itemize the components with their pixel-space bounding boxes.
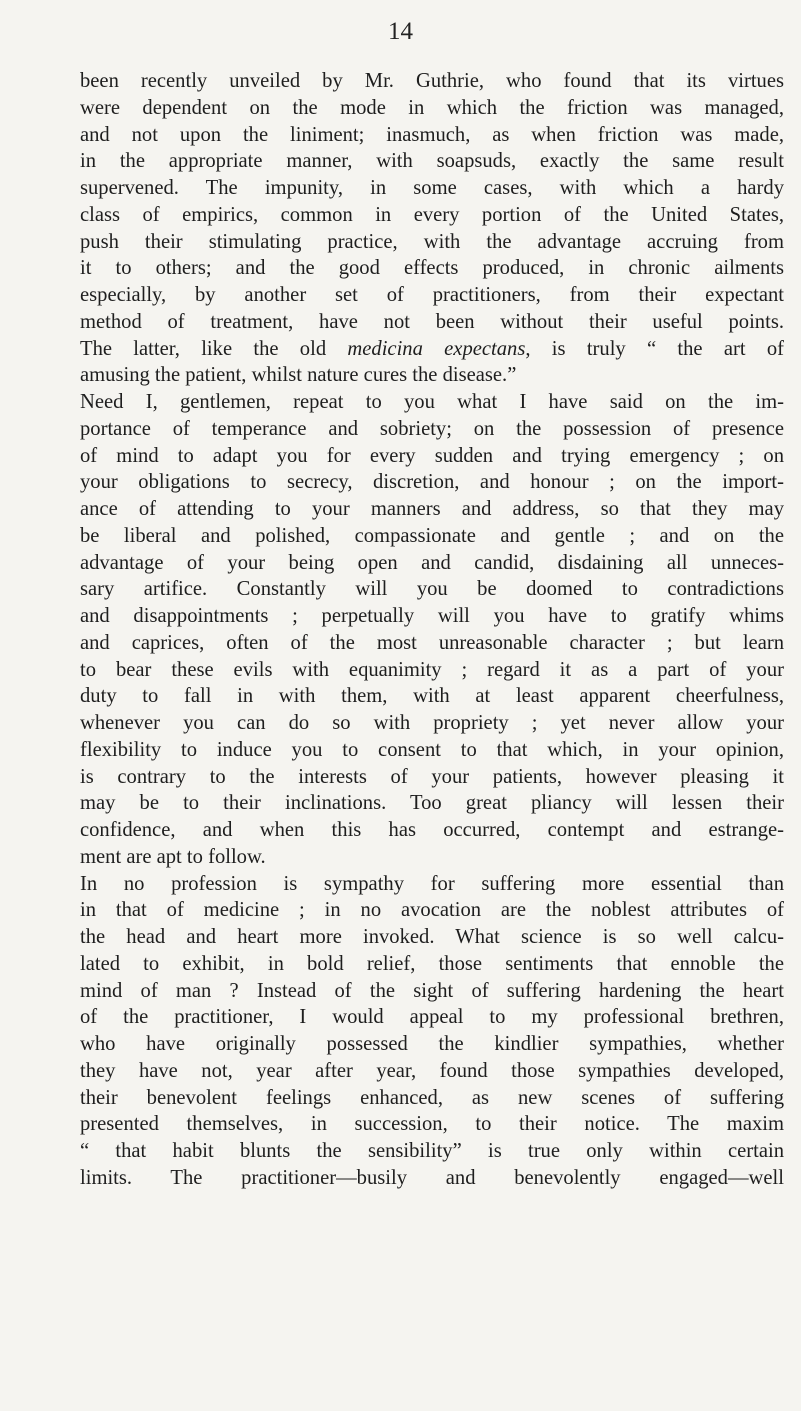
text-line: be liberal and polished, compassionate and gentle ; and on the xyxy=(80,524,784,547)
text-line: in the appropriate manner, with soapsuds, exactly the same result xyxy=(80,150,784,173)
text-line: may be to their inclinations. Too great pliancy will lessen their xyxy=(80,792,784,815)
text-line: to bear these evils with equanimity ; regard it as a part of your xyxy=(80,658,784,681)
text-line: presented themselves, in succession, to their notice. The maxim xyxy=(80,1113,784,1136)
text-line: and disappointments ; perpetually will you have to gratify whims xyxy=(80,605,784,627)
text-line-with-italic xyxy=(80,336,784,363)
text-line: amusing the patient, whilst nature cures the disease.” xyxy=(80,364,517,387)
text-line: flexibility to induce you to consent to that which, in your opinion, xyxy=(80,738,784,761)
text-line: whenever you can do so with propriety ; yet never allow your xyxy=(80,712,784,734)
text-fragment: The latter, like the old xyxy=(80,337,348,360)
text-line: the head and heart more invoked. What science is so well calcu- xyxy=(80,926,784,948)
text-line: and caprices, often of the most unreasonable character ; but learn xyxy=(80,631,784,654)
body-text xyxy=(80,68,784,1192)
page-number: 14 xyxy=(388,18,413,45)
text-line: lated to exhibit, in bold relief, those sentiments that ennoble the xyxy=(80,952,784,975)
text-line: it to others; and the good effects produced, in chronic ailments xyxy=(80,257,784,280)
text-line: of the practitioner, I would appeal to my professional brethren, xyxy=(80,1006,784,1029)
text-line: limits. The practitioner—busily and benevolently engaged—well xyxy=(80,1166,784,1189)
text-line: their benevolent feelings enhanced, as new scenes of suffering xyxy=(80,1086,784,1109)
text-line: they have not, year after year, found those sympathies developed, xyxy=(80,1059,784,1082)
text-line: sary artifice. Constantly will you be doomed to contradictions xyxy=(80,578,784,601)
text-line: been recently unveiled by Mr. Guthrie, who found that its virtues xyxy=(80,70,784,92)
text-line: method of treatment, have not been without their useful points. xyxy=(80,310,784,333)
text-fragment: , is truly “ the art of xyxy=(525,337,785,360)
text-line: mind of man ? Instead of the sight of suffering hardening the heart xyxy=(80,979,784,1002)
text-line: confidence, and when this has occurred, contempt and estrange- xyxy=(80,819,784,841)
text-line: duty to fall in with them, with at least apparent cheerfulness, xyxy=(80,685,784,708)
paragraph-start-line: Need I, gentlemen, repeat to you what I have said on the im- xyxy=(80,391,784,413)
text-line: in that of medicine ; in no avocation are the noblest attributes of xyxy=(80,899,784,922)
text-line: who have originally possessed the kindlier sympathies, whether xyxy=(80,1033,784,1055)
text-line: your obligations to secrecy, discretion, and honour ; on the import- xyxy=(80,471,784,494)
paragraph-start-line: In no profession is sympathy for suffering more essential than xyxy=(80,872,784,895)
italic-phrase: medicina expectans xyxy=(347,337,526,360)
text-line: and not upon the liniment; inasmuch, as when friction was made, xyxy=(80,123,784,146)
text-line: is contrary to the interests of your patients, however pleasing it xyxy=(80,765,784,788)
text-line: of mind to adapt you for every sudden and trying emergency ; on xyxy=(80,444,784,467)
text-line: advantage of your being open and candid, disdaining all unneces- xyxy=(80,551,784,574)
text-line: ance of attending to your manners and address, so that they may xyxy=(80,498,784,520)
text-line: push their stimulating practice, with the advantage accruing from xyxy=(80,230,784,253)
text-line: were dependent on the mode in which the friction was managed, xyxy=(80,96,784,119)
text-line: class of empirics, common in every portion of the United States, xyxy=(80,203,784,226)
text-line: especially, by another set of practitioners, from their expectant xyxy=(80,284,784,306)
text-line: supervened. The impunity, in some cases, with which a hardy xyxy=(80,177,784,199)
text-line: “ that habit blunts the sensibility” is true only within certain xyxy=(80,1140,784,1162)
text-line: portance of temperance and sobriety; on the possession of presence xyxy=(80,417,784,440)
text-line: ment are apt to follow. xyxy=(80,845,266,868)
